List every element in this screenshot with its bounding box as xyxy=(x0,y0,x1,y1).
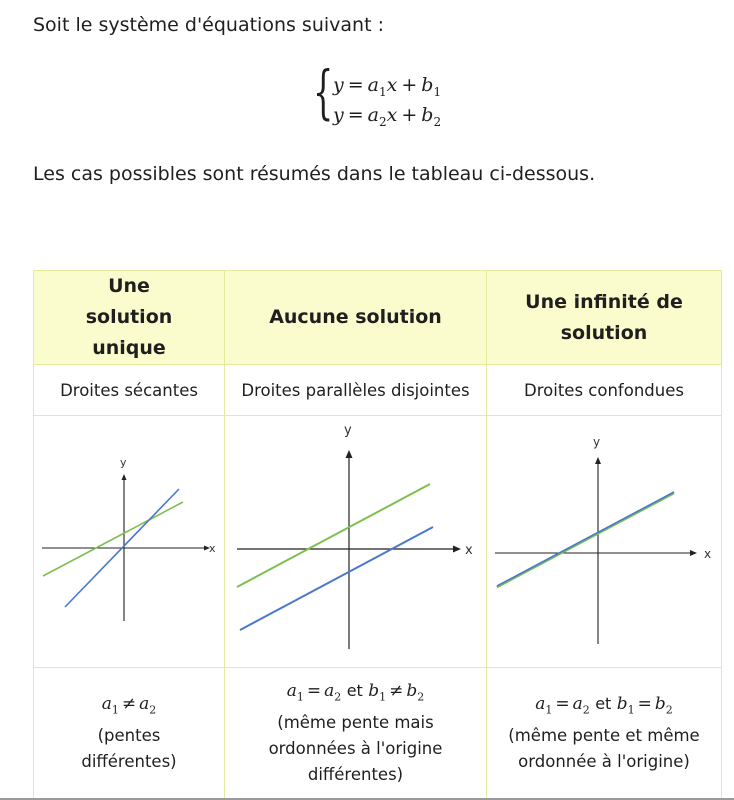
cases-text: Les cas possibles sont résumés dans le tableau ci-dessous. xyxy=(33,163,596,185)
condition-text: (même pente mais ordonnées à l'origine différentes) xyxy=(268,713,443,785)
label-parallel-lines: Droites parallèles disjointes xyxy=(225,365,487,416)
x-axis-label: x xyxy=(465,543,473,558)
header-no-solution: Aucune solution xyxy=(225,271,487,365)
x-axis-label: x xyxy=(704,547,712,561)
blue-line xyxy=(240,527,433,630)
y-axis-arrow xyxy=(595,457,601,464)
y-axis-label: y xyxy=(593,435,601,449)
green-line xyxy=(497,493,674,587)
condition-formula: $a_1 = a_2$ et $b_1 = b_2$ xyxy=(535,693,673,717)
label-coincident-lines: Droites confondues xyxy=(487,365,722,416)
equation-2: $y = a_2x + b_2$ xyxy=(333,104,442,129)
graph-secant xyxy=(34,416,225,667)
graph-secant-cell xyxy=(34,416,225,668)
x-axis-arrow xyxy=(453,546,461,553)
cases-table xyxy=(33,270,722,799)
graph-coincident-cell xyxy=(487,416,722,668)
condition-formula: $a_1 \ne a_2$ xyxy=(101,693,157,717)
condition-text: (même pente et même ordonnée à l'origine) xyxy=(508,726,700,772)
condition-none xyxy=(225,668,487,799)
y-axis-arrow xyxy=(346,450,353,458)
graph-parallel xyxy=(225,416,487,667)
graph-coincident xyxy=(487,416,722,667)
condition-infinite xyxy=(487,668,722,799)
intro-text: Soit le système d'équations suivant : xyxy=(33,14,384,36)
header-infinite-solutions: Une infinité de solution xyxy=(487,271,722,365)
y-axis-label: y xyxy=(120,456,127,469)
header-unique-solution: Une solution unique xyxy=(34,271,225,365)
condition-text: (pentes différentes) xyxy=(81,726,177,772)
y-axis-label: y xyxy=(344,423,352,438)
equation-1: $y = a_1x + b_1$ xyxy=(333,74,442,99)
x-axis-label: x xyxy=(209,542,216,555)
left-brace: { xyxy=(313,58,334,126)
green-line xyxy=(237,484,430,587)
x-axis-arrow xyxy=(690,550,697,556)
y-axis-arrow xyxy=(122,474,127,480)
graph-parallel-cell xyxy=(225,416,487,668)
condition-formula: $a_1 = a_2$ et $b_1 \ne b_2$ xyxy=(286,680,425,704)
equation-system xyxy=(313,58,483,132)
label-secant-lines: Droites sécantes xyxy=(34,365,225,416)
condition-unique xyxy=(34,668,225,799)
blue-line xyxy=(497,492,674,586)
green-line xyxy=(43,502,183,576)
